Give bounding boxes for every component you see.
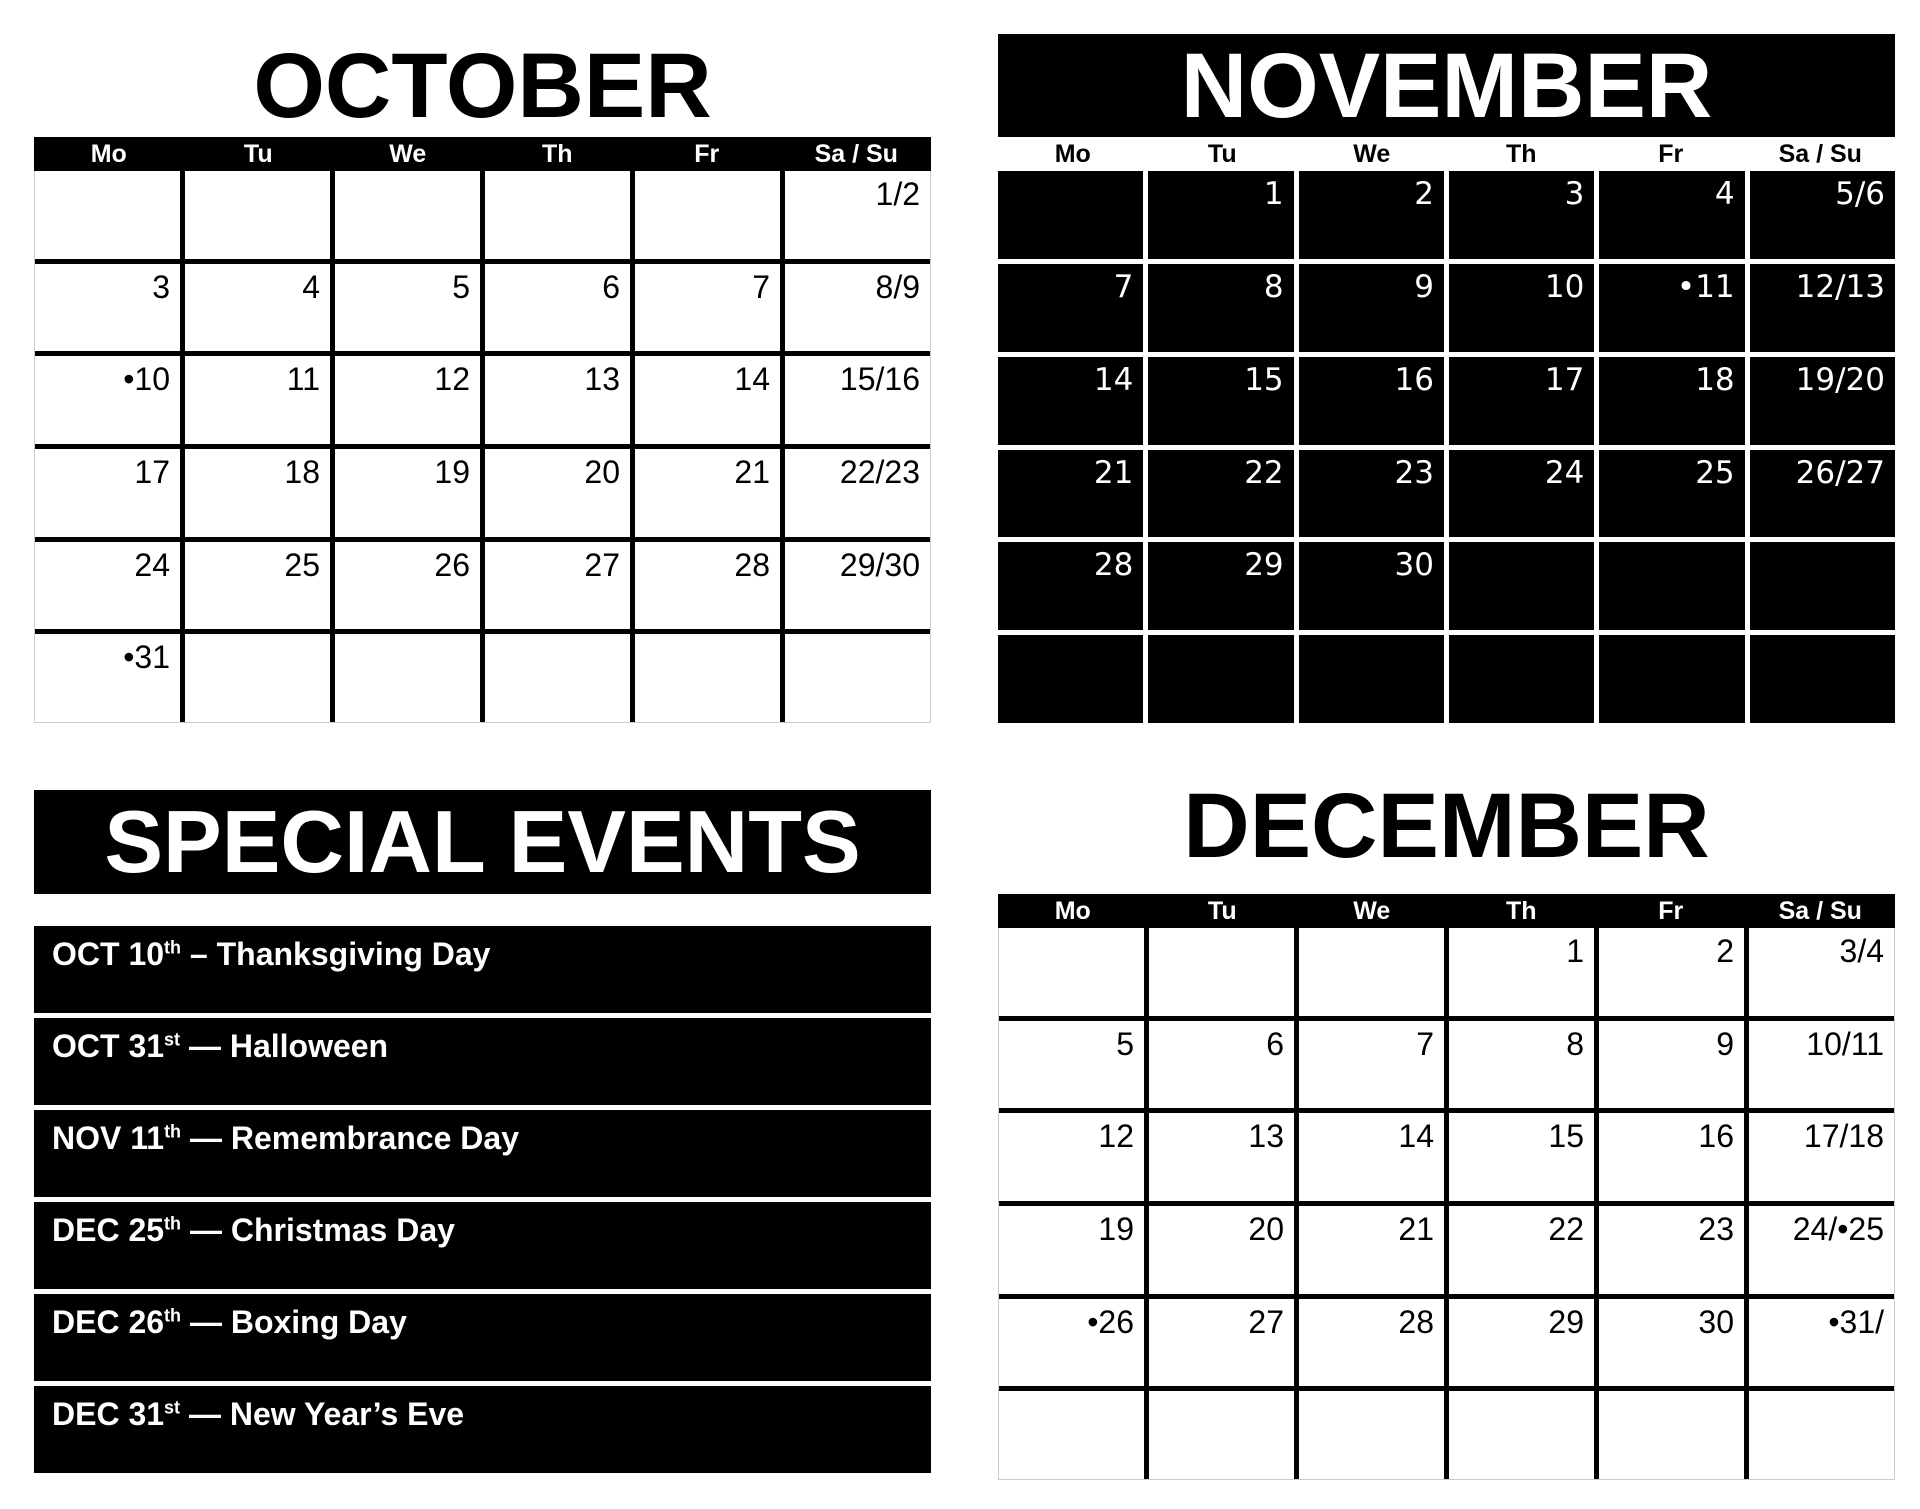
event-day: 11	[130, 1120, 165, 1156]
day-cell: •10	[35, 356, 180, 444]
day-cell: 14	[1299, 1113, 1444, 1201]
special-events-title: SPECIAL EVENTS	[34, 790, 931, 894]
day-cell: 29	[1148, 542, 1293, 630]
day-cell: •11	[1599, 264, 1744, 352]
event-row	[34, 926, 931, 1013]
day-cell	[999, 928, 1144, 1016]
day-name: We	[1353, 139, 1391, 168]
event-row	[34, 1018, 931, 1105]
day-cell	[335, 634, 480, 722]
day-cell: 8	[1148, 264, 1293, 352]
day-cell: 15	[1148, 357, 1293, 445]
event-row	[34, 1202, 931, 1289]
day-cell	[1149, 1391, 1294, 1479]
day-cell: 26/27	[1750, 450, 1895, 538]
event-label: — Boxing Day	[189, 1304, 407, 1340]
day-cell: 5	[999, 1021, 1144, 1109]
day-cell: 3	[35, 264, 180, 352]
day-cell	[1449, 635, 1594, 723]
day-cell	[999, 1391, 1144, 1479]
day-cell	[1149, 928, 1294, 1016]
day-cell: 29/30	[785, 542, 930, 630]
day-cell	[35, 171, 180, 259]
day-cell	[185, 634, 330, 722]
event-day: 31	[128, 1396, 165, 1432]
day-cell: 4	[185, 264, 330, 352]
day-cell: 19	[999, 1206, 1144, 1294]
day-cell: 1/2	[785, 171, 930, 259]
day-name: Fr	[1658, 139, 1684, 168]
day-name: Mo	[1054, 896, 1091, 925]
day-name: We	[389, 139, 427, 168]
day-cell: 7	[635, 264, 780, 352]
day-cell: •31/	[1749, 1299, 1894, 1387]
day-name: Fr	[1658, 896, 1684, 925]
day-cell	[998, 171, 1143, 259]
event-month: DEC	[52, 1212, 120, 1248]
day-cell	[635, 171, 780, 259]
day-cell	[1599, 1391, 1744, 1479]
day-cell	[335, 171, 480, 259]
day-name: Th	[541, 139, 573, 168]
day-cell: 22/23	[785, 449, 930, 537]
day-cell	[1750, 635, 1895, 723]
day-name: Tu	[243, 139, 273, 168]
day-name: Tu	[1207, 896, 1237, 925]
november-title: NOVEMBER	[998, 34, 1895, 137]
day-name: Mo	[1054, 139, 1091, 168]
november-day-header	[998, 137, 1895, 171]
day-cell: 19	[335, 449, 480, 537]
day-cell: 16	[1599, 1113, 1744, 1201]
october-title: OCTOBER	[253, 35, 712, 137]
day-cell: 12/13	[1750, 264, 1895, 352]
day-cell: 14	[998, 357, 1143, 445]
day-cell	[1599, 635, 1744, 723]
november-calendar	[998, 0, 1895, 723]
day-cell: 17	[1449, 357, 1594, 445]
day-cell: 8	[1449, 1021, 1594, 1109]
day-cell: 16	[1299, 357, 1444, 445]
day-cell	[1148, 635, 1293, 723]
special-events-panel	[34, 790, 931, 1483]
day-cell: 5	[335, 264, 480, 352]
event-row	[34, 1110, 931, 1197]
day-cell: 9	[1599, 1021, 1744, 1109]
day-cell: 20	[485, 449, 630, 537]
october-day-header	[34, 137, 931, 171]
day-cell: 30	[1599, 1299, 1744, 1387]
day-cell: 7	[998, 264, 1143, 352]
day-name: Mo	[90, 139, 127, 168]
december-title: DECEMBER	[1183, 774, 1710, 877]
event-row	[34, 1386, 931, 1473]
day-cell: 12	[999, 1113, 1144, 1201]
day-cell: 11	[185, 356, 330, 444]
day-name: Th	[1505, 896, 1537, 925]
day-cell: 9	[1299, 264, 1444, 352]
day-name: Sa / Su	[1778, 139, 1862, 168]
day-cell: 3/4	[1749, 928, 1894, 1016]
day-cell: 27	[1149, 1299, 1294, 1387]
december-calendar	[998, 757, 1895, 1480]
day-cell	[1299, 635, 1444, 723]
day-cell: 21	[998, 450, 1143, 538]
day-cell: 18	[1599, 357, 1744, 445]
day-cell: 2	[1299, 171, 1444, 259]
day-name: Tu	[1207, 139, 1237, 168]
day-cell: 28	[1299, 1299, 1444, 1387]
event-label: — New Year’s Eve	[188, 1396, 465, 1432]
day-cell: 15	[1449, 1113, 1594, 1201]
day-cell	[1299, 928, 1444, 1016]
day-name: Sa / Su	[814, 139, 898, 168]
day-cell: 10	[1449, 264, 1594, 352]
day-cell: •31	[35, 634, 180, 722]
day-cell: 15/16	[785, 356, 930, 444]
november-grid	[998, 171, 1895, 723]
day-cell	[998, 635, 1143, 723]
day-cell: 21	[635, 449, 780, 537]
day-cell	[185, 171, 330, 259]
event-month: OCT	[52, 1028, 120, 1064]
day-cell: 17	[35, 449, 180, 537]
event-suffix: st	[164, 1029, 181, 1050]
day-name: Sa / Su	[1778, 896, 1862, 925]
day-cell: 24	[35, 542, 180, 630]
day-cell: 8/9	[785, 264, 930, 352]
day-cell	[785, 634, 930, 722]
event-day: 25	[128, 1212, 165, 1248]
day-cell: 25	[1599, 450, 1744, 538]
day-cell: 28	[998, 542, 1143, 630]
event-day: 26	[128, 1304, 165, 1340]
day-cell: 10/11	[1749, 1021, 1894, 1109]
event-suffix: th	[164, 1305, 182, 1326]
day-cell: 26	[335, 542, 480, 630]
event-row	[34, 1294, 931, 1381]
day-cell: 22	[1449, 1206, 1594, 1294]
day-cell: 7	[1299, 1021, 1444, 1109]
day-cell: 4	[1599, 171, 1744, 259]
day-cell: 23	[1299, 450, 1444, 538]
day-cell	[635, 634, 780, 722]
day-cell: 13	[1149, 1113, 1294, 1201]
day-cell: 12	[335, 356, 480, 444]
day-cell: 21	[1299, 1206, 1444, 1294]
event-suffix: th	[164, 937, 182, 958]
day-cell: 5/6	[1750, 171, 1895, 259]
day-cell: •26	[999, 1299, 1144, 1387]
event-label: – Thanksgiving Day	[189, 936, 491, 972]
day-cell	[1750, 542, 1895, 630]
day-cell: 1	[1148, 171, 1293, 259]
december-day-header	[998, 894, 1895, 928]
day-cell	[1449, 1391, 1594, 1479]
day-cell: 24/•25	[1749, 1206, 1894, 1294]
october-grid	[34, 171, 931, 723]
day-cell	[1749, 1391, 1894, 1479]
event-suffix: th	[164, 1121, 182, 1142]
day-name: We	[1353, 896, 1391, 925]
event-month: DEC	[52, 1396, 120, 1432]
day-cell: 24	[1449, 450, 1594, 538]
day-cell	[1599, 542, 1744, 630]
event-month: NOV	[52, 1120, 122, 1156]
event-suffix: st	[164, 1397, 181, 1418]
day-cell: 3	[1449, 171, 1594, 259]
day-cell: 27	[485, 542, 630, 630]
october-calendar	[34, 0, 931, 723]
day-cell: 30	[1299, 542, 1444, 630]
event-month: DEC	[52, 1304, 120, 1340]
day-cell: 18	[185, 449, 330, 537]
day-name: Fr	[694, 139, 720, 168]
day-cell: 2	[1599, 928, 1744, 1016]
day-cell: 23	[1599, 1206, 1744, 1294]
day-cell: 1	[1449, 928, 1594, 1016]
event-month: OCT	[52, 936, 120, 972]
day-cell: 28	[635, 542, 780, 630]
day-cell	[485, 634, 630, 722]
day-cell	[1449, 542, 1594, 630]
day-cell: 19/20	[1750, 357, 1895, 445]
event-label: — Christmas Day	[189, 1212, 455, 1248]
december-grid	[998, 928, 1895, 1480]
day-cell: 6	[1149, 1021, 1294, 1109]
event-day: 31	[128, 1028, 165, 1064]
day-cell: 29	[1449, 1299, 1594, 1387]
event-suffix: th	[164, 1213, 182, 1234]
day-cell	[1299, 1391, 1444, 1479]
day-cell: 13	[485, 356, 630, 444]
day-cell: 22	[1148, 450, 1293, 538]
day-cell: 17/18	[1749, 1113, 1894, 1201]
event-day: 10	[128, 936, 165, 972]
day-cell: 14	[635, 356, 780, 444]
event-label: — Halloween	[188, 1028, 389, 1064]
day-cell: 6	[485, 264, 630, 352]
event-label: — Remembrance Day	[189, 1120, 519, 1156]
day-name: Th	[1505, 139, 1537, 168]
day-cell	[485, 171, 630, 259]
day-cell: 25	[185, 542, 330, 630]
day-cell: 20	[1149, 1206, 1294, 1294]
